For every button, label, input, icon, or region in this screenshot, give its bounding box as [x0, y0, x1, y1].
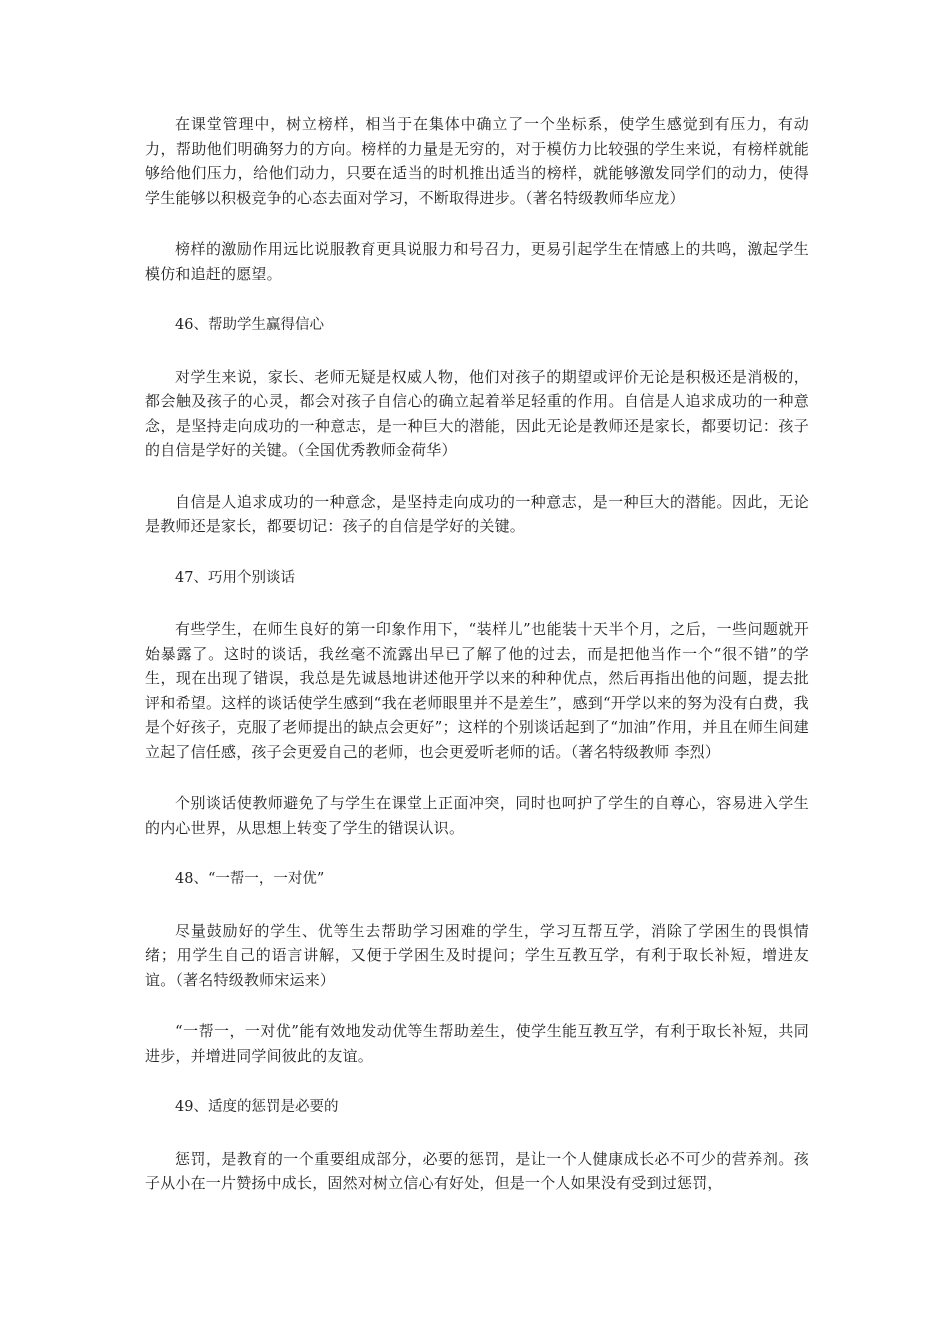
- document-page: [145, 112, 809, 1223]
- heading-48: 48、“一帮一，一对优”: [175, 871, 325, 887]
- paragraph-peer-help: 尽量鼓励好的学生、优等生去帮助学习困难的学生，学习互帮互学，消除了学困生的畏惧情绪；用学生自己的语言讲解，又便于学困生及时提问；学生互教互学，有利于取长补短，增进友谊。（著名特级教师宋运来）: [145, 921, 809, 989]
- paragraph-individual-talk: 有些学生，在师生良好的第一印象作用下，“装样儿”也能装十天半个月，之后，一些问题就开始暴露了。这时的谈话，我丝毫不流露出早已了解了他的过去，而是把他当作一个“很不错”的学生，现在出现了错误，我总是先诚恳地讲述他开学以来的种种优点，然后再指出他的问题，提去批评和希望。这样的谈话使学生感到“我在老师眼里并不是差生”，感到“开学以来的努为没有白费，我是个好孩子，克服了老师提出的缺点会更好”；这样的个别谈话起到了“加油”作用，并且在师生间建立起了信任感，孩子会更爱自己的老师，也会更爱听老师的话。（著名特级教师 李烈）: [145, 620, 809, 761]
- paragraph-punishment: 惩罚，是教育的一个重要组成部分，必要的惩罚，是让一个人健康成长必不可少的营养剂。孩子从小在一片赞扬中成长，固然对树立信心有好处，但是一个人如果没有受到过惩罚，: [145, 1149, 809, 1192]
- heading-47: 47、巧用个别谈话: [175, 569, 295, 586]
- heading-49: 49、适度的惩罚是必要的: [175, 1099, 339, 1115]
- heading-46: 46、帮助学生赢得信心: [175, 317, 324, 333]
- paragraph-role-model: 在课堂管理中，树立榜样，相当于在集体中确立了一个坐标系，使学生感觉到有压力，有动力，帮助他们明确努力的方向。榜样的力量是无穷的，对于模仿力比较强的学生来说，有榜样就能够给他们压力，给他们动力，只要在适当的时机推出适当的榜样，就能够激发同学们的动力，使得学生能够以积极竞争的心态去面对学习，不断取得进步。（著名特级教师华应龙）: [145, 115, 809, 207]
- paragraph-individual-talk-summary: 个别谈话使教师避免了与学生在课堂上正面冲突，同时也呵护了学生的自尊心，容易进入学生的内心世界，从思想上转变了学生的错误认识。: [145, 794, 809, 837]
- paragraph-confidence-summary: 自信是人追求成功的一种意念，是坚持走向成功的一种意志，是一种巨大的潜能。因此，无论是教师还是家长，都要切记：孩子的自信是学好的关键。: [145, 492, 809, 535]
- paragraph-role-model-summary: 榜样的激励作用远比说服教育更具说服力和号召力，更易引起学生在情感上的共鸣，激起学生模仿和追赶的愿望。: [145, 240, 809, 283]
- paragraph-peer-help-summary: “一帮一，一对优”能有效地发动优等生帮助差生，使学生能互教互学，有利于取长补短，共同进步，并增进同学间彼此的友谊。: [145, 1022, 809, 1065]
- paragraph-confidence: 对学生来说，家长、老师无疑是权威人物，他们对孩子的期望或评价无论是积极还是消极的，都会触及孩子的心灵，都会对孩子自信心的确立起着举足轻重的作用。自信是人追求成功的一种意念，是坚持走向成功的一种意志，是一种巨大的潜能，因此无论是教师还是家长，都要切记：孩子的自信是学好的关键。（全国优秀教师金荷华）: [145, 367, 809, 459]
